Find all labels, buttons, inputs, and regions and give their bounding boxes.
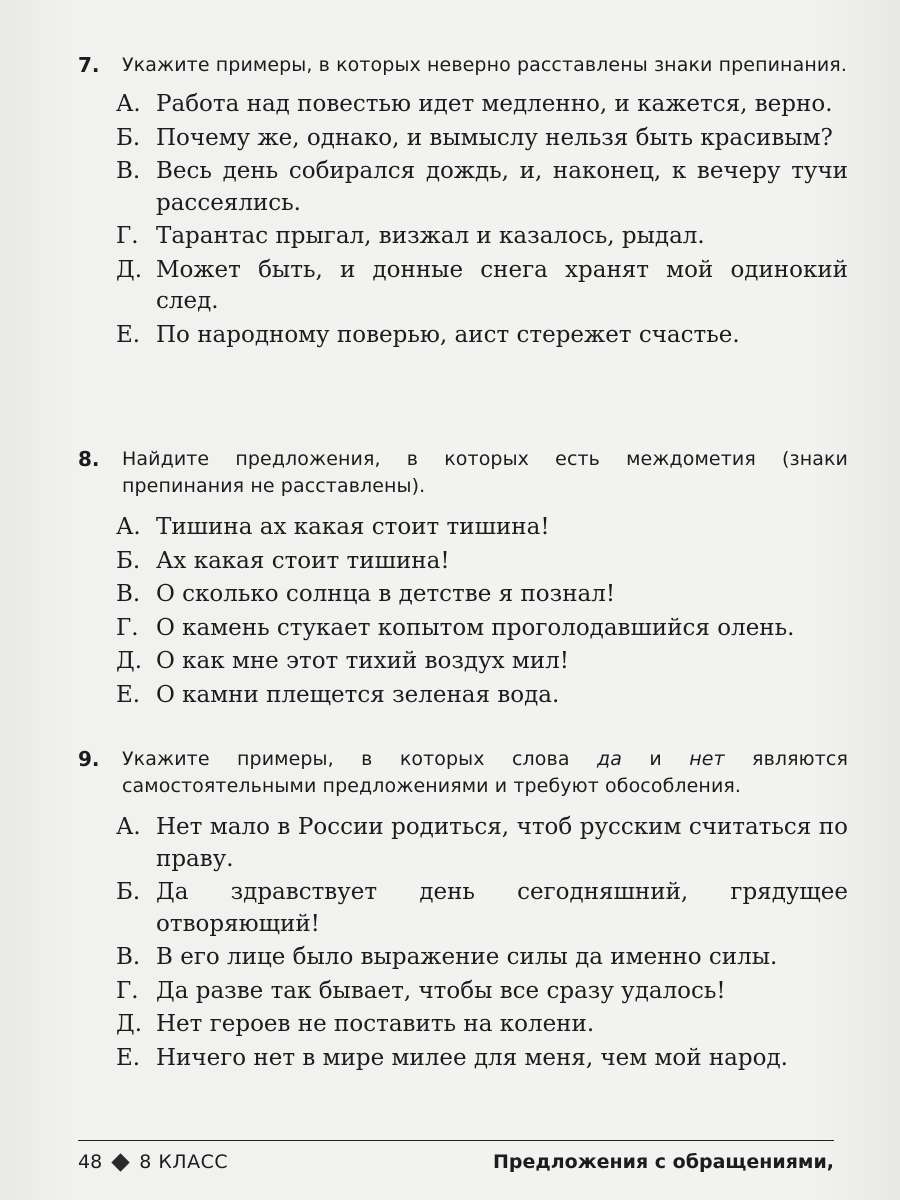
option-letter: Г. (116, 977, 139, 1004)
option-d (116, 646, 848, 678)
grade-label: 8 КЛАСС (139, 1151, 229, 1173)
option-letter: В. (116, 158, 141, 184)
task-7 (78, 52, 848, 353)
option-letter: А. (116, 514, 141, 540)
option-letter: Д. (116, 648, 143, 674)
option-list (78, 512, 848, 711)
option-text: В его лице было выражение силы да именно силы. (156, 944, 778, 970)
prompt-word-da: да (596, 748, 622, 770)
option-letter: В. (116, 944, 141, 970)
option-text: Ничего нет в мире милее для меня, чем мой народ. (156, 1044, 788, 1071)
option-d (116, 1009, 848, 1041)
option-e (116, 1043, 848, 1075)
option-letter: Д. (116, 256, 143, 283)
option-letter: Б. (116, 547, 141, 574)
option-letter: Д. (116, 1011, 143, 1037)
task-header (78, 446, 848, 500)
option-text: По народному поверью, аист стережет счастье. (156, 321, 740, 348)
prompt-part-after: являются самостоятельными предложениями и требуют обособления. (122, 748, 848, 797)
task-header (78, 746, 848, 800)
option-e (116, 680, 848, 712)
option-text: Тишина ах какая стоит тишина! (156, 514, 550, 540)
footer-divider (78, 1140, 834, 1141)
option-g (116, 976, 848, 1008)
option-b (116, 546, 848, 578)
option-b (116, 123, 848, 155)
option-letter: Е. (116, 681, 141, 708)
option-v (116, 942, 848, 974)
option-letter: В. (116, 581, 141, 607)
task-prompt: Укажите примеры, в которых неверно расставлены знаки препинания. (122, 54, 847, 76)
task-9 (78, 746, 848, 1076)
option-b (116, 877, 848, 940)
option-text: Может быть, и донные снега хранят мой одинокий след. (156, 256, 848, 314)
option-g (116, 221, 848, 253)
task-number: 9. (78, 747, 100, 771)
task-number: 7. (78, 53, 100, 77)
option-g (116, 613, 848, 645)
option-letter: А. (116, 814, 141, 840)
option-text: О сколько солнца в детстве я познал! (156, 581, 616, 607)
option-text: Да здравствует день сегодняшний, грядущее отворяющий! (156, 879, 848, 937)
option-a (116, 89, 848, 121)
option-v (116, 156, 848, 219)
task-number: 8. (78, 447, 100, 471)
option-a (116, 512, 848, 544)
option-text: Ах какая стоит тишина! (156, 547, 450, 574)
option-text: О как мне этот тихий воздух мил! (156, 648, 569, 674)
option-text: Тарантас прыгал, визжал и казалось, рыдал. (156, 223, 705, 249)
page-footer (78, 1147, 834, 1177)
task-prompt: Найдите предложения, в которых есть междометия (знаки препинания не расставлены). (122, 448, 848, 497)
option-letter: Б. (116, 124, 141, 151)
page-number: 48 (78, 1151, 103, 1173)
diamond-icon (111, 1153, 129, 1171)
option-letter: Г. (116, 223, 139, 249)
prompt-part-before: Укажите примеры, в которых слова (122, 748, 597, 770)
option-d (116, 255, 848, 318)
option-letter: Г. (116, 614, 139, 641)
option-letter: Б. (116, 879, 141, 905)
option-a (116, 812, 848, 875)
task-8 (78, 446, 848, 713)
option-text: Да разве так бывает, чтобы все сразу удалось! (156, 977, 726, 1004)
option-list (78, 89, 848, 351)
task-header (78, 52, 848, 79)
option-text: Весь день собирался дождь, и, наконец, к вечеру тучи рассеялись. (156, 158, 848, 216)
option-text: О камень стукает копытом проголодавшийся олень. (156, 614, 795, 641)
task-prompt (122, 746, 848, 800)
option-v (116, 579, 848, 611)
option-text: О камни плещется зеленая вода. (156, 681, 560, 708)
option-list (78, 812, 848, 1074)
prompt-part-middle: и (621, 748, 690, 770)
option-text: Работа над повестью идет медленно, и кажется, верно. (156, 91, 833, 117)
option-letter: Е. (116, 321, 141, 348)
option-letter: Е. (116, 1044, 141, 1071)
option-text: Почему же, однако, и вымыслу нельзя быть красивым? (156, 124, 833, 151)
option-letter: А. (116, 91, 141, 117)
option-text: Нет мало в России родиться, чтоб русским считаться по праву. (156, 814, 848, 872)
section-title: Предложения с обращениями, (493, 1151, 834, 1173)
option-e (116, 320, 848, 352)
prompt-word-net: нет (689, 748, 725, 770)
option-text: Нет героев не поставить на колени. (156, 1011, 595, 1037)
